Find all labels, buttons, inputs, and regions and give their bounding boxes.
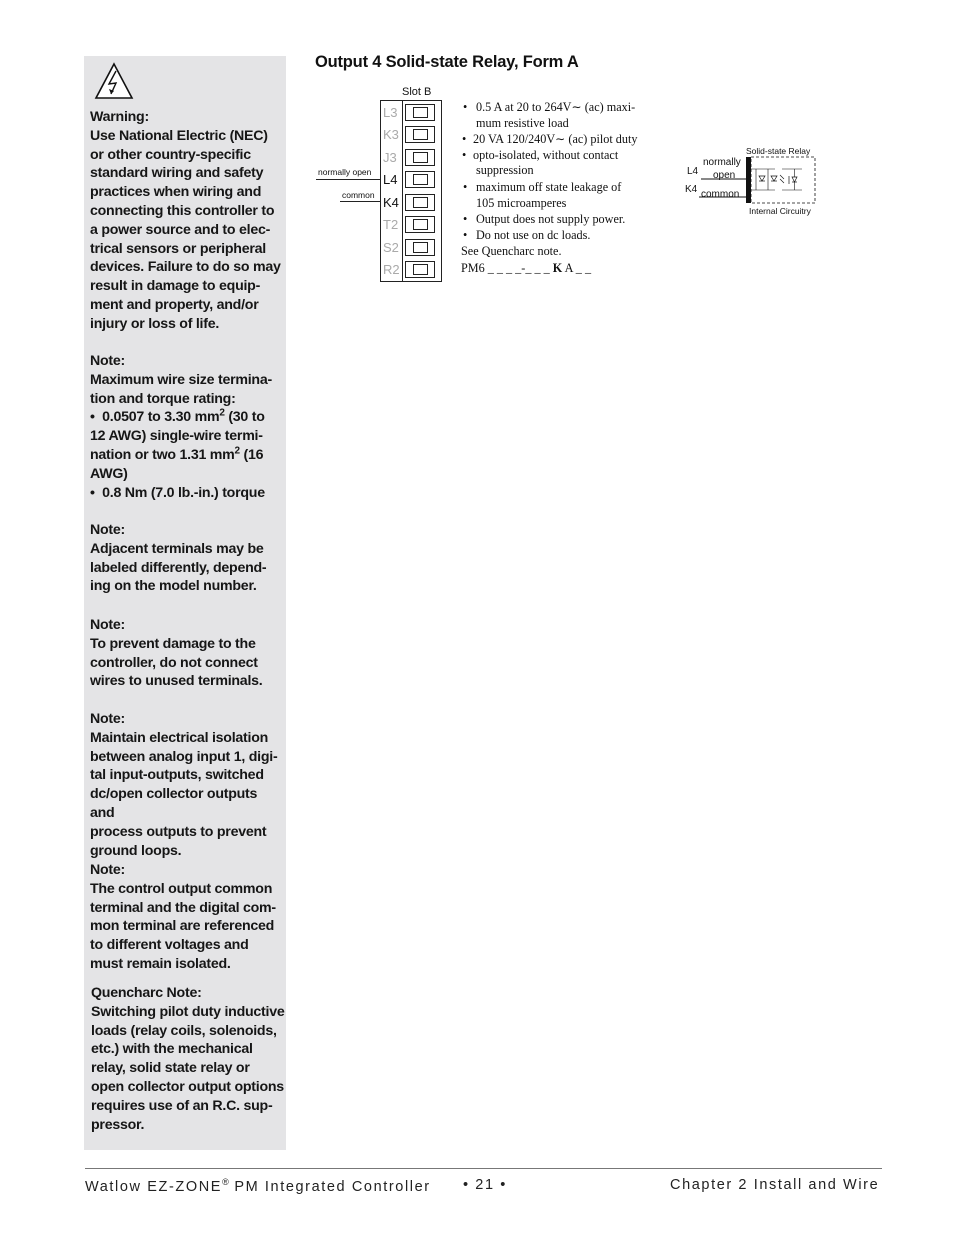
warning-line: Use National Electric (NEC) <box>90 127 268 144</box>
spec-text: • Do not use on dc loads. <box>476 227 591 242</box>
terminal-row <box>381 102 443 124</box>
spec-item <box>461 148 671 179</box>
electrical-hazard-icon <box>94 62 134 100</box>
spec-text: • 0.5 A at 20 to 264V∼ (ac) maxi- <box>476 100 636 114</box>
wire-line <box>340 201 380 202</box>
note-line: open collector output options <box>91 1078 284 1095</box>
note-line <box>90 446 284 465</box>
terminal-screw-icon <box>405 239 435 256</box>
terminal-block <box>380 100 442 282</box>
terminal-row <box>381 147 443 169</box>
terminal-label: J3 <box>383 150 397 165</box>
note-line: Maximum wire size termina- <box>90 371 272 388</box>
spec-item <box>461 100 671 131</box>
relay-label-common: common <box>701 189 740 200</box>
footer-title <box>85 1177 431 1195</box>
model-code: K <box>552 260 563 275</box>
warning-line: standard wiring and safety <box>90 165 264 182</box>
warning-line: a power source and to elec- <box>90 221 271 238</box>
section-heading: Output 4 Solid-state Relay, Form A <box>315 53 579 71</box>
note-line: loads (relay coils, solenoids, <box>91 1022 277 1039</box>
terminal-label: K4 <box>383 195 399 210</box>
note-title: Note: <box>90 522 126 538</box>
note-line: labeled differently, depend- <box>90 559 267 576</box>
spec-text: • maximum off state leakage of <box>476 179 622 194</box>
solid-state-relay-diagram <box>680 152 820 208</box>
note-line: ground loops. <box>90 842 182 859</box>
terminal-row <box>381 169 443 191</box>
warning-line: trical sensors or peripheral <box>90 240 266 257</box>
terminal-screw-icon <box>405 171 435 188</box>
registered-mark: ® <box>222 1177 229 1187</box>
note-line: ing on the model number. <box>90 578 257 595</box>
warning-line: or other country-specific <box>90 146 251 163</box>
terminal-screw-icon <box>405 104 435 121</box>
page-number: • 21 • <box>463 1177 507 1193</box>
relay-label-open: open <box>713 170 736 181</box>
terminal-row <box>381 214 443 236</box>
note-bullet: • 0.8 Nm (7.0 lb.-in.) torque <box>90 484 265 501</box>
spec-list <box>461 100 671 277</box>
spec-text: suppression <box>476 163 534 178</box>
note-line: Adjacent terminals may be <box>90 540 264 557</box>
terminal-row <box>381 192 443 214</box>
note-text: (16 <box>239 446 264 463</box>
note-title: Note: <box>90 617 126 633</box>
note-line: mon terminal are referenced <box>90 918 275 935</box>
warning-line: injury or loss of life. <box>90 315 220 332</box>
note-line: tion and torque rating: <box>90 390 236 407</box>
warning-line: result in damage to equip- <box>90 278 261 295</box>
terminal-screw-icon <box>405 261 435 278</box>
note-isolation <box>90 710 284 860</box>
note-line: tal input-outputs, switched <box>90 767 264 784</box>
note-line: Switching pilot duty inductive <box>91 1003 285 1020</box>
footer-product-suffix: PM Integrated Controller <box>228 1178 431 1195</box>
warning-line: ment and property, and/or <box>90 296 259 313</box>
note-line: pressor. <box>91 1116 145 1133</box>
spec-text: • 20 VA 120/240V∼ (ac) pilot duty <box>473 132 638 147</box>
note-terminal-labels <box>90 521 284 596</box>
note-text: (30 to <box>224 409 265 426</box>
warning-line: connecting this controller to <box>90 202 275 219</box>
terminal-label: L3 <box>383 105 398 120</box>
note-line: etc.) with the mechanical <box>91 1041 253 1058</box>
relay-internal-label: Internal Circuitry <box>749 206 811 216</box>
relay-terminal-k4: K4 <box>685 184 698 195</box>
wire-line <box>316 179 380 180</box>
terminal-screw-icon <box>405 216 435 233</box>
note-line: to different voltages and <box>90 937 249 954</box>
note-common-terminal <box>90 861 284 974</box>
spec-text: • opto-isolated, without contact <box>473 147 619 162</box>
note-title: Note: <box>90 711 126 727</box>
note-line: The control output common <box>90 880 273 897</box>
note-text: nation or two 1.31 mm <box>90 446 235 463</box>
note-bullet: • 0.0507 to 3.30 $mm^2$ (30 to <box>90 407 265 426</box>
model-prefix: PM6 _ _ _ _-_ _ _ <box>461 260 553 275</box>
warning-title: Warning: <box>90 109 149 125</box>
note-line: relay, solid state relay or <box>91 1060 250 1077</box>
note-title: Quencharc Note: <box>91 985 202 1001</box>
wire-label-common: common <box>342 190 375 200</box>
footer-chapter: Chapter 2 Install and Wire <box>670 1177 880 1193</box>
spec-item <box>461 180 671 211</box>
note-unused-terminals <box>90 616 284 691</box>
terminal-label: R2 <box>383 262 400 277</box>
relay-terminal-l4: L4 <box>687 166 699 177</box>
note-line: process outputs to prevent <box>90 823 267 840</box>
see-note: See Quencharc note. <box>461 244 562 259</box>
terminal-label: K3 <box>383 127 399 142</box>
spec-item <box>461 228 671 244</box>
footer-rule <box>85 1168 882 1169</box>
superscript: 2 <box>234 445 240 457</box>
note-quencharc <box>91 984 285 1134</box>
terminal-row <box>381 259 443 281</box>
sidebar-notes <box>84 56 286 1150</box>
spec-item <box>461 212 671 228</box>
spec-text: mum resistive load <box>476 115 569 130</box>
superscript: 2 <box>219 407 225 419</box>
model-number <box>461 261 671 277</box>
footer-product: Watlow EZ-ZONE <box>85 1178 223 1195</box>
terminal-label: S2 <box>383 240 399 255</box>
relay-title: Solid-state Relay <box>746 146 811 156</box>
note-line: Maintain electrical isolation <box>90 729 269 746</box>
note-text: 0.8 Nm (7.0 lb.-in.) torque <box>102 484 265 501</box>
spec-item <box>461 132 671 148</box>
note-title: Note: <box>90 353 126 369</box>
spec-text: 105 microamperes <box>476 195 567 210</box>
note-line: between analog input 1, digi- <box>90 748 278 765</box>
note-line: AWG) <box>90 465 128 482</box>
terminal-row <box>381 124 443 146</box>
terminal-screw-icon <box>405 126 435 143</box>
note-line: 12 AWG) single-wire termi- <box>90 428 263 445</box>
terminal-label: T2 <box>383 217 399 232</box>
note-wire-size <box>90 352 284 502</box>
model-suffix: A _ _ <box>562 260 592 275</box>
note-line: To prevent damage to the <box>90 635 256 652</box>
note-line: terminal and the digital com- <box>90 899 276 916</box>
terminal-screw-icon <box>405 149 435 166</box>
warning-block <box>90 108 284 334</box>
terminal-label: L4 <box>383 172 398 187</box>
slot-label: Slot B <box>402 86 432 98</box>
warning-line: devices. Failure to do so may <box>90 259 281 276</box>
spec-text: • Output does not supply power. <box>476 212 626 227</box>
terminal-row <box>381 237 443 259</box>
note-title: Note: <box>90 862 126 878</box>
relay-label-normally: normally <box>703 157 741 168</box>
warning-line: practices when wiring and <box>90 184 262 201</box>
note-line: must remain isolated. <box>90 955 231 972</box>
note-line: dc/open collector outputs and <box>90 786 258 821</box>
note-line: wires to unused terminals. <box>90 673 263 690</box>
terminal-screw-icon <box>405 194 435 211</box>
note-text: 0.0507 to 3.30 mm <box>102 409 220 426</box>
note-line: controller, do not connect <box>90 654 258 671</box>
wire-label-normally-open: normally open <box>318 167 372 177</box>
note-line: requires use of an R.C. sup- <box>91 1097 273 1114</box>
